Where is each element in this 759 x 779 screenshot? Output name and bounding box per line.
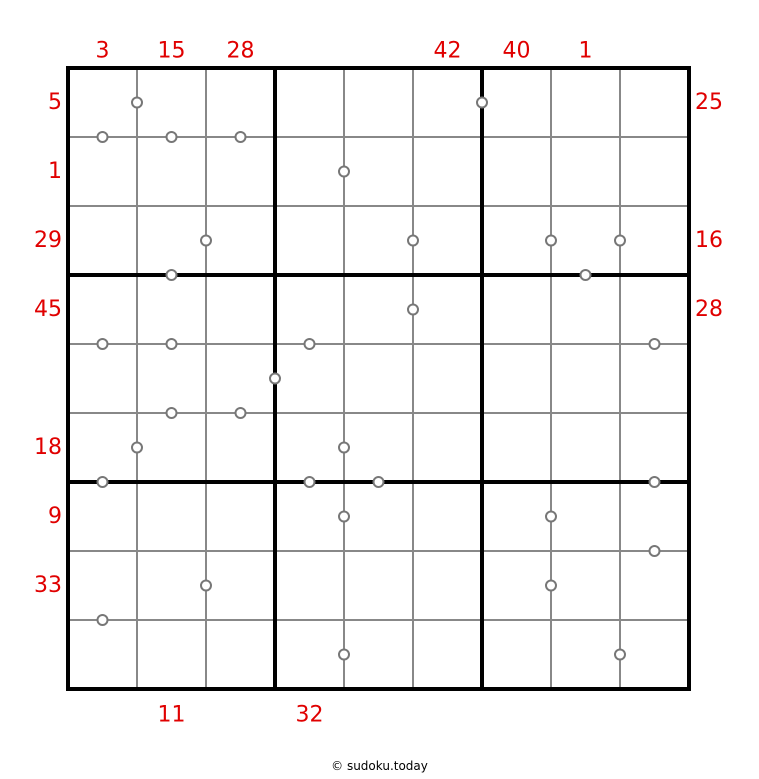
dot-marker [650, 477, 660, 487]
dot-marker [98, 615, 108, 625]
box-border-lines [66, 66, 691, 691]
dot-marker [98, 477, 108, 487]
dot-marker [339, 443, 349, 453]
dot-marker [650, 546, 660, 556]
left-clue: 29 [34, 228, 62, 253]
bottom-clue: 11 [157, 702, 186, 728]
left-clue: 45 [34, 297, 62, 322]
dot-marker [408, 236, 418, 246]
top-clue: 1 [578, 38, 593, 64]
dot-marker [408, 305, 418, 315]
dot-marker [98, 132, 108, 142]
top-clue: 15 [157, 38, 186, 64]
left-clue: 18 [34, 435, 62, 460]
dot-marker [374, 477, 384, 487]
left-clue: 33 [34, 573, 62, 598]
dot-marker [546, 512, 556, 522]
dot-marker [650, 339, 660, 349]
left-clue: 5 [48, 90, 62, 115]
dot-marker [270, 374, 280, 384]
dot-marker [132, 98, 142, 108]
dot-marker [98, 339, 108, 349]
dot-marker [305, 477, 315, 487]
dot-marker [339, 512, 349, 522]
dot-marker [167, 339, 177, 349]
dot-marker [305, 339, 315, 349]
dot-marker [201, 236, 211, 246]
dot-marker [236, 132, 246, 142]
right-clue: 28 [695, 297, 723, 322]
site-credit: © sudoku.today [331, 759, 428, 773]
dot-marker [615, 650, 625, 660]
top-clue: 28 [226, 38, 255, 64]
dot-marker [339, 167, 349, 177]
dot-marker [477, 98, 487, 108]
dot-marker [546, 581, 556, 591]
right-clue: 25 [695, 90, 723, 115]
left-clue: 9 [48, 504, 62, 529]
dot-markers [98, 98, 660, 660]
top-clue: 42 [433, 38, 462, 64]
left-clue: 1 [48, 159, 62, 184]
thin-grid-lines [68, 68, 689, 689]
right-clue: 16 [695, 228, 723, 253]
top-clue: 3 [95, 38, 110, 64]
bottom-clue: 32 [295, 702, 324, 728]
dot-marker [201, 581, 211, 591]
dot-marker [167, 132, 177, 142]
top-clue: 40 [502, 38, 531, 64]
dot-marker [167, 270, 177, 280]
dot-marker [339, 650, 349, 660]
dot-marker [615, 236, 625, 246]
dot-marker [236, 408, 246, 418]
dot-marker [546, 236, 556, 246]
dot-marker [581, 270, 591, 280]
dot-marker [132, 443, 142, 453]
dot-marker [167, 408, 177, 418]
